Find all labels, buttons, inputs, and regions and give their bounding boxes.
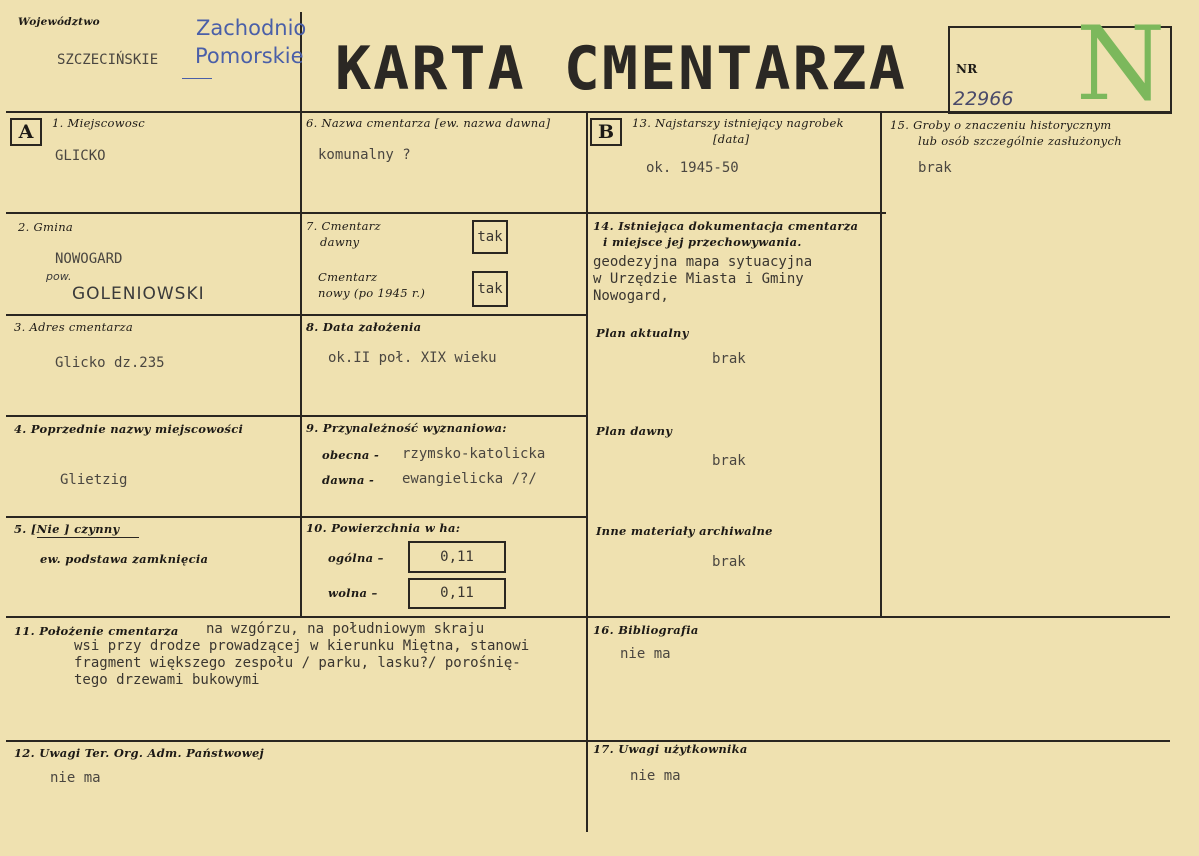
field-15-value: brak <box>918 160 952 176</box>
field-5-sub-label: ew. podstawa zamknięcia <box>40 552 209 566</box>
divider <box>6 212 886 214</box>
inne-materialy-label: Inne materiały archiwalne <box>596 524 773 538</box>
field-5-underline <box>37 537 139 538</box>
field-11-line-3: fragment większego zespołu / parku, lasku?/ porośnię- <box>74 655 521 671</box>
divider <box>880 111 882 617</box>
field-11-line-2: wsi przy drodze prowadzącej w kierunku Miętna, stanowi <box>74 638 530 654</box>
field-9-dawna-label: dawna - <box>322 473 375 487</box>
stamp-line1: Zachodnio <box>196 16 307 40</box>
field-10-ogolna-label: ogólna – <box>328 551 384 565</box>
field-8-label: 8. Data założenia <box>306 320 422 334</box>
field-9-obecna-value: rzymsko-katolicka <box>402 446 546 462</box>
field-17-label: 17. Uwagi użytkownika <box>593 742 748 756</box>
field-13-label: 13. Najstarszy istniejący nagrobek <box>632 116 844 130</box>
field-11-line-1: na wzgórzu, na południowym skraju <box>206 621 485 637</box>
field-3-label: 3. Adres cmentarza <box>14 320 134 334</box>
field-12-label: 12. Uwagi Ter. Org. Adm. Państwowej <box>14 746 265 760</box>
nr-value: 22966 <box>953 88 1014 110</box>
plan-aktualny-value: brak <box>712 351 746 367</box>
field-14-line-3: Nowogard, <box>593 288 669 304</box>
field-6-value: komunalny ? <box>318 147 411 163</box>
field-5-label: 5. [Nie ] czynny <box>14 522 120 536</box>
field-2-label: 2. Gmina <box>18 220 74 234</box>
field-3-value: Glicko dz.235 <box>55 355 165 371</box>
field-17-value: nie ma <box>630 768 681 784</box>
section-a-marker: A <box>10 118 42 146</box>
divider <box>586 616 588 832</box>
card-title: KARTA CMENTARZA <box>335 34 907 104</box>
inne-materialy-value: brak <box>712 554 746 570</box>
divider <box>6 516 587 518</box>
stamp-line2: Pomorskie <box>195 44 304 68</box>
field-15-label-2: lub osób szczególnie zasłużonych <box>918 134 1122 148</box>
field-7-label-1: 7. Cmentarz <box>306 219 381 233</box>
field-11-line-4: tego drzewami bukowymi <box>74 672 260 688</box>
plan-dawny-value: brak <box>712 453 746 469</box>
field-14-line-1: geodezyjna mapa sytuacyjna <box>593 254 813 270</box>
field-12-value: nie ma <box>50 770 101 786</box>
plan-aktualny-label: Plan aktualny <box>596 326 689 340</box>
field-14-label: 14. Istniejąca dokumentacja cmentarza <box>593 219 859 233</box>
field-13-value: ok. 1945-50 <box>646 160 739 176</box>
field-7-label-4: nowy (po 1945 r.) <box>318 286 426 300</box>
field-6-label: 6. Nazwa cmentarza [ew. nazwa dawna] <box>306 116 551 130</box>
field-9-obecna-label: obecna - <box>322 448 380 462</box>
divider <box>6 314 587 316</box>
field-4-value: Glietzig <box>60 472 128 488</box>
field-1-label: 1. Miejscowosc <box>52 116 146 130</box>
wojewodztwo-label: Województwo <box>18 16 100 28</box>
field-2-pow-value: GOLENIOWSKI <box>72 284 205 304</box>
field-10-wolna-label: wolna – <box>328 586 378 600</box>
field-11-label: 11. Położenie cmentarza <box>14 624 179 638</box>
divider <box>6 415 587 417</box>
field-15-label: 15. Groby o znaczeniu historycznym <box>890 118 1112 132</box>
divider <box>6 740 1170 742</box>
divider <box>300 111 302 617</box>
field-16-label: 16. Bibliografia <box>593 623 699 637</box>
divider <box>6 616 1170 618</box>
field-7-dawny-value: tak <box>472 220 508 254</box>
field-8-value: ok.II poł. XIX wieku <box>328 350 497 366</box>
field-10-ogolna-value: 0,11 <box>408 541 506 573</box>
field-7-label-2: dawny <box>320 235 360 249</box>
divider <box>586 111 588 617</box>
field-4-label: 4. Poprzednie nazwy miejscowości <box>14 422 244 436</box>
field-16-value: nie ma <box>620 646 671 662</box>
wojewodztwo-value: SZCZECIŃSKIE <box>57 52 159 68</box>
field-14-line-2: w Urzędzie Miasta i Gminy <box>593 271 804 287</box>
section-b-marker: B <box>590 118 622 146</box>
nr-label: NR <box>956 62 978 76</box>
field-9-label: 9. Przynależność wyznaniowa: <box>306 421 507 435</box>
plan-dawny-label: Plan dawny <box>596 424 673 438</box>
field-2-value: NOWOGARD <box>55 251 123 267</box>
field-10-label: 10. Powierzchnia w ha: <box>306 521 461 535</box>
field-9-dawna-value: ewangielicka /?/ <box>402 471 537 487</box>
nr-mark: N <box>1076 5 1166 124</box>
field-10-wolna-value: 0,11 <box>408 578 506 609</box>
field-7-nowy-value: tak <box>472 271 508 307</box>
field-13-label-2: [data] <box>713 132 750 146</box>
field-1-value: GLICKO <box>55 148 106 164</box>
field-7-label-3: Cmentarz <box>318 270 378 284</box>
stamp-underline <box>182 78 212 79</box>
field-14-label-2: i miejsce jej przechowywania. <box>603 235 802 249</box>
field-2-pow-label: pow. <box>46 270 72 283</box>
